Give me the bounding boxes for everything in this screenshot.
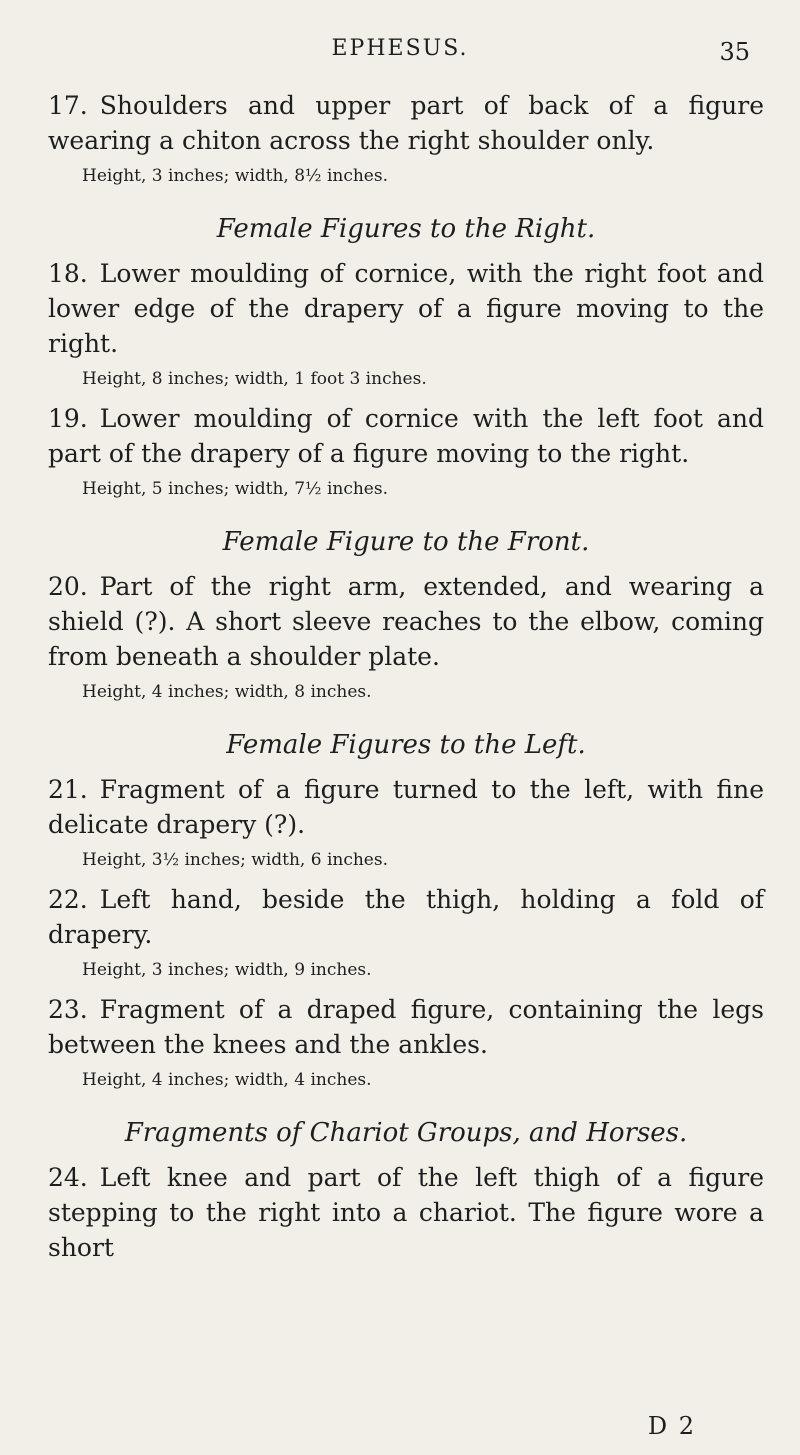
entry-measurements: Height, 8 inches; width, 1 foot 3 inches. [82, 369, 427, 389]
entry-number: 21. [48, 775, 88, 804]
page-header [0, 28, 800, 68]
entry-text [48, 569, 764, 674]
entry-measurements: Height, 4 inches; width, 8 inches. [82, 682, 372, 702]
entry-text [48, 992, 764, 1062]
entry-text [48, 256, 764, 361]
page-number: 35 [719, 38, 750, 66]
entry-number: 23. [48, 995, 88, 1024]
section-heading-right: Female Figures to the Right. [216, 214, 596, 244]
catalogue-entry-24 [48, 1160, 764, 1265]
entry-description: Left hand, beside the thigh, holding a fold of drapery. [48, 885, 764, 949]
entry-text [48, 401, 764, 471]
entry-measurements: Height, 3 inches; width, 9 inches. [82, 960, 372, 980]
entry-measurements: Height, 5 inches; width, 7½ inches. [82, 479, 388, 499]
entry-measurements: Height, 3½ inches; width, 6 inches. [82, 850, 388, 870]
section-heading-left: Female Figures to the Left. [226, 730, 586, 760]
entry-number: 17. [48, 91, 88, 120]
entry-description: Shoulders and upper part of back of a figure wearing a chiton across the right shoulder only. [48, 91, 764, 155]
running-head: EPHESUS. [331, 36, 469, 61]
section-heading-chariot: Fragments of Chariot Groups, and Horses. [124, 1118, 688, 1148]
entry-text [48, 882, 764, 952]
entry-description: Part of the right arm, extended, and wearing a shield (?). A short sleeve reaches to the elbow, coming from beneath a shoulder plate. [48, 572, 764, 671]
signature-mark: D 2 [647, 1412, 696, 1440]
catalogue-entry-23 [48, 992, 764, 1092]
entry-measurements: Height, 4 inches; width, 4 inches. [82, 1070, 372, 1090]
page-body [48, 88, 764, 1275]
entry-description: Fragment of a figure turned to the left, with fine delicate drapery (?). [48, 775, 764, 839]
catalogue-entry-19 [48, 401, 764, 501]
catalogue-entry-22 [48, 882, 764, 982]
entry-number: 22. [48, 885, 88, 914]
entry-description: Left knee and part of the left thigh of a figure stepping to the right into a chariot. The figure wore a short [48, 1163, 764, 1262]
entry-description: Lower moulding of cornice with the left foot and part of the drapery of a figure moving to the right. [48, 404, 764, 468]
entry-text [48, 1160, 764, 1265]
entry-number: 20. [48, 572, 88, 601]
entry-measurements: Height, 3 inches; width, 8½ inches. [82, 166, 388, 186]
entry-text [48, 88, 764, 158]
catalogue-entry-17 [48, 88, 764, 188]
entry-number: 18. [48, 259, 88, 288]
entry-description: Fragment of a draped figure, containing the legs between the knees and the ankles. [48, 995, 764, 1059]
entry-number: 19. [48, 404, 88, 433]
catalogue-entry-18 [48, 256, 764, 391]
section-heading-front: Female Figure to the Front. [222, 527, 590, 557]
catalogue-entry-21 [48, 772, 764, 872]
entry-description: Lower moulding of cornice, with the right foot and lower edge of the drapery of a figure moving to the right. [48, 259, 764, 358]
catalogue-entry-20 [48, 569, 764, 704]
entry-text [48, 772, 764, 842]
entry-number: 24. [48, 1163, 88, 1192]
